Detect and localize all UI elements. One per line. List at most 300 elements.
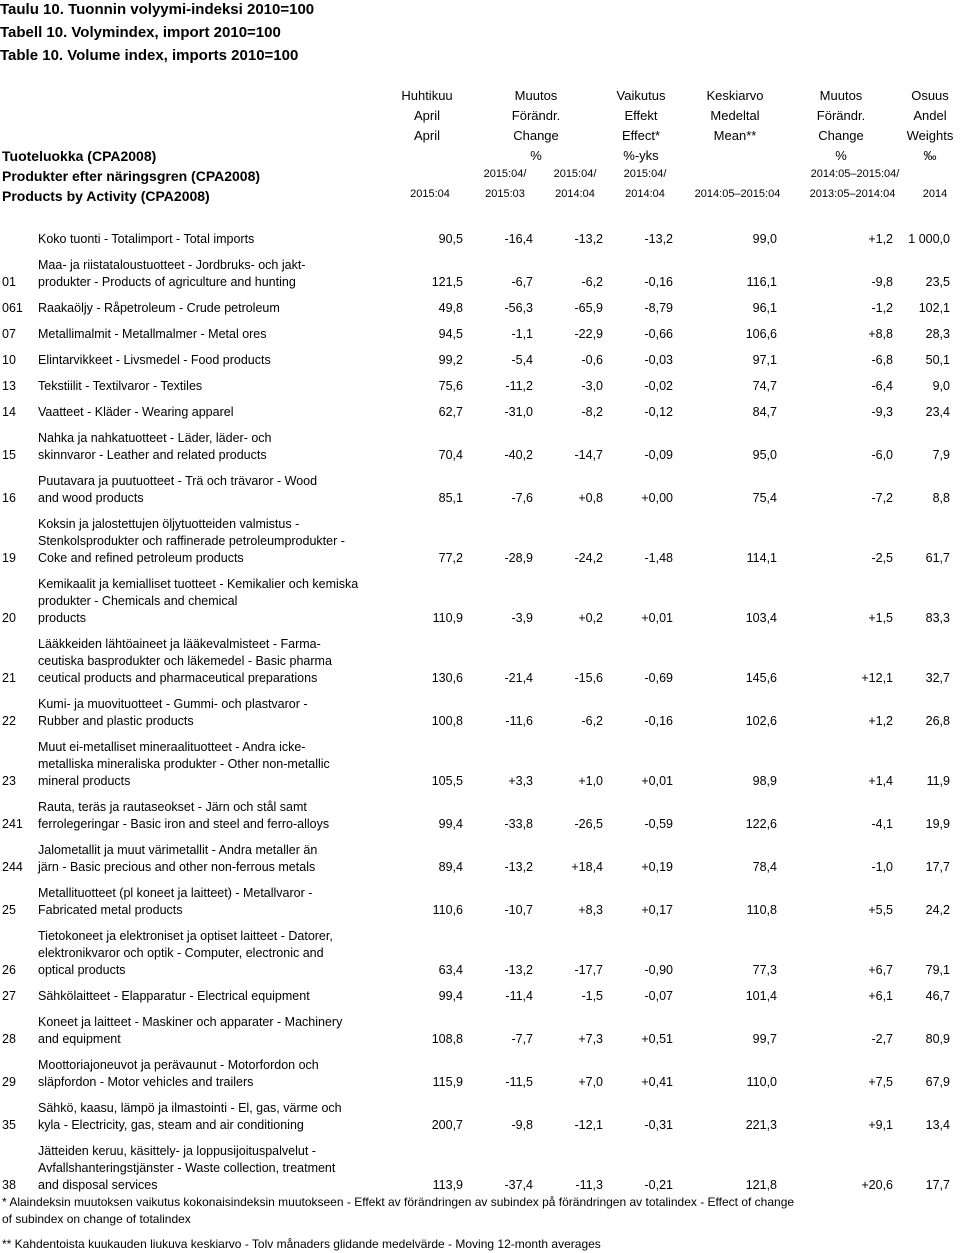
row-description bbox=[38, 885, 418, 919]
row-code: 16 bbox=[2, 491, 16, 505]
row-value: +0,19 bbox=[641, 860, 673, 874]
header-cell: Förändr. bbox=[511, 108, 561, 123]
row-value: -7,7 bbox=[511, 1032, 533, 1046]
row-description-line: Lääkkeiden lähtöaineet ja lääkevalmisteet - Farma- bbox=[38, 637, 321, 651]
row-description-line: Elintarvikkeet - Livsmedel - Food products bbox=[38, 353, 271, 367]
header-cell: 2014:04 bbox=[555, 188, 595, 200]
row-value: 106,6 bbox=[745, 327, 777, 341]
header-cell: % bbox=[835, 148, 847, 163]
row-value: 99,4 bbox=[438, 989, 463, 1003]
header-cell: Andel bbox=[913, 108, 947, 123]
row-value: 70,4 bbox=[438, 448, 463, 462]
row-value: -6,7 bbox=[511, 275, 533, 289]
table-titles bbox=[0, 0, 314, 69]
row-value: -13,2 bbox=[504, 963, 533, 977]
row-value: 17,7 bbox=[925, 860, 950, 874]
row-value: -6,2 bbox=[581, 714, 603, 728]
row-value: 84,7 bbox=[752, 405, 777, 419]
row-value: -3,0 bbox=[581, 379, 603, 393]
footnote-1: * Alaindeksin muutoksen vaikutus kokonaisindeksin muutokseen - Effekt av förändringen av subindex på förändringen av totalindex - Effect of change bbox=[2, 1195, 795, 1209]
row-code: 27 bbox=[2, 989, 16, 1003]
header-cell: 2015:04 bbox=[410, 188, 450, 200]
row-value: 110,6 bbox=[432, 903, 463, 917]
table-row bbox=[0, 1048, 960, 1091]
row-description-line: produkter - Products of agriculture and hunting bbox=[38, 275, 296, 289]
row-value: -2,5 bbox=[871, 551, 893, 565]
row-value: -33,8 bbox=[504, 817, 533, 831]
row-value: 114,1 bbox=[746, 551, 777, 565]
row-description-line: Avfallshanteringstjänster - Waste collection, treatment bbox=[38, 1161, 336, 1175]
table-header bbox=[0, 88, 960, 208]
row-value: 116,1 bbox=[746, 275, 777, 289]
header-cell: 2015:04/ bbox=[483, 168, 527, 180]
header-cell: 2014:05–2015:04 bbox=[694, 188, 781, 200]
row-value: -13,2 bbox=[504, 860, 533, 874]
table-row bbox=[0, 1134, 960, 1194]
row-description-line: Nahka ja nahkatuotteet - Läder, läder- och bbox=[38, 431, 272, 445]
row-value: +0,01 bbox=[641, 774, 673, 788]
row-value: -1,0 bbox=[871, 860, 893, 874]
row-code: 01 bbox=[2, 275, 16, 289]
row-value: 23,5 bbox=[925, 275, 950, 289]
header-title-en: Products by Activity (CPA2008) bbox=[2, 188, 210, 204]
row-value: +0,51 bbox=[641, 1032, 673, 1046]
table-row bbox=[0, 248, 960, 291]
row-value: -65,9 bbox=[574, 301, 603, 315]
row-description-line: Kemikaalit ja kemialliset tuotteet - Kemikalier och kemiska bbox=[38, 577, 359, 591]
row-description-line: optical products bbox=[38, 963, 126, 977]
row-description bbox=[38, 696, 418, 730]
row-value: 8,8 bbox=[932, 491, 950, 505]
row-value: -7,6 bbox=[511, 491, 533, 505]
row-value: 13,4 bbox=[925, 1118, 950, 1132]
title-fi: Taulu 10. Tuonnin volyymi-indeksi 2010=100 bbox=[0, 1, 315, 18]
row-description bbox=[38, 326, 418, 343]
row-value: -6,0 bbox=[871, 448, 893, 462]
header-cell: 2015:04/ bbox=[623, 168, 667, 180]
row-description-line: Tietokoneet ja elektroniset ja optiset laitteet - Datorer, bbox=[38, 929, 333, 943]
row-code: 10 bbox=[2, 353, 16, 367]
row-value: +8,3 bbox=[578, 903, 603, 917]
row-description-line: Kumi- ja muovituotteet - Gummi- och plastvaror - bbox=[38, 697, 308, 711]
row-value: -1,1 bbox=[511, 327, 533, 341]
row-value: +0,00 bbox=[641, 491, 673, 505]
header-cell: April bbox=[413, 108, 440, 123]
row-value: 77,2 bbox=[438, 551, 463, 565]
row-description-line: ferrolegeringar - Basic iron and steel and ferro-alloys bbox=[38, 817, 330, 831]
row-value: +0,41 bbox=[641, 1075, 673, 1089]
row-value: 89,4 bbox=[438, 860, 463, 874]
row-value: 200,7 bbox=[431, 1118, 463, 1132]
header-cell: %-yks bbox=[623, 148, 659, 163]
row-value: 110,0 bbox=[746, 1075, 777, 1089]
header-row-fi bbox=[0, 88, 960, 108]
row-value: +9,1 bbox=[868, 1118, 893, 1132]
row-description bbox=[38, 300, 418, 317]
row-value: 62,7 bbox=[438, 405, 463, 419]
row-description-line: metalliska mineraliska produkter - Other non-metallic bbox=[38, 757, 330, 771]
row-description-line: Tekstiilit - Textilvaror - Textiles bbox=[38, 379, 203, 393]
row-value: -28,9 bbox=[504, 551, 533, 565]
row-description bbox=[38, 516, 418, 567]
row-description-line: elektronikvaror och optik - Computer, electronic and bbox=[38, 946, 324, 960]
table-row bbox=[0, 222, 960, 248]
row-value: -0,12 bbox=[644, 405, 673, 419]
table-row bbox=[0, 919, 960, 979]
table-row bbox=[0, 291, 960, 317]
row-value: +7,0 bbox=[578, 1075, 603, 1089]
table-row bbox=[0, 567, 960, 627]
header-cell: Change bbox=[513, 128, 559, 143]
row-value: +5,5 bbox=[868, 903, 893, 917]
row-description-line: Sähkölaitteet - Elapparatur - Electrical equipment bbox=[38, 989, 310, 1003]
header-cell: 2014 bbox=[922, 188, 948, 200]
row-description bbox=[38, 1014, 418, 1048]
header-cell: Change bbox=[818, 128, 864, 143]
row-description bbox=[38, 739, 418, 790]
row-value: +0,01 bbox=[641, 611, 673, 625]
row-description-line: Puutavara ja puutuotteet - Trä och trävaror - Wood bbox=[38, 474, 318, 488]
row-value: 98,9 bbox=[752, 774, 777, 788]
row-value: +8,8 bbox=[868, 327, 893, 341]
row-value: +12,1 bbox=[861, 671, 893, 685]
row-value: 24,2 bbox=[925, 903, 950, 917]
row-value: 110,9 bbox=[432, 611, 463, 625]
table-row bbox=[0, 369, 960, 395]
row-value: 145,6 bbox=[745, 671, 777, 685]
table-row bbox=[0, 687, 960, 730]
row-value: -16,4 bbox=[504, 232, 533, 246]
row-description-line: Jalometallit ja muut värimetallit - Andra metaller än bbox=[38, 843, 318, 857]
row-value: 75,6 bbox=[438, 379, 463, 393]
row-description-line: Koksin ja jalostettujen öljytuotteiden valmistus - bbox=[38, 517, 300, 531]
row-value: +0,8 bbox=[578, 491, 603, 505]
row-value: +18,4 bbox=[571, 860, 603, 874]
row-description-line: järn - Basic precious and other non-ferrous metals bbox=[38, 860, 316, 874]
row-value: -1,2 bbox=[871, 301, 893, 315]
row-value: -8,2 bbox=[581, 405, 603, 419]
row-value: 9,0 bbox=[932, 379, 950, 393]
row-value: +1,0 bbox=[578, 774, 603, 788]
row-value: 80,9 bbox=[925, 1032, 950, 1046]
row-value: +1,5 bbox=[868, 611, 893, 625]
row-value: -0,31 bbox=[644, 1118, 673, 1132]
header-title-fi: Tuoteluokka (CPA2008) bbox=[2, 148, 157, 164]
row-value: 77,3 bbox=[752, 963, 777, 977]
row-value: -9,3 bbox=[871, 405, 893, 419]
row-value: 95,0 bbox=[752, 448, 777, 462]
table-row bbox=[0, 833, 960, 876]
header-cell: April bbox=[413, 128, 440, 143]
row-value: +1,2 bbox=[868, 232, 893, 246]
row-description-line: Sähkö, kaasu, lämpö ja ilmastointi - El, gas, värme och bbox=[38, 1101, 342, 1115]
row-description-line: ceutical products and pharmaceutical preparations bbox=[38, 671, 318, 685]
row-value: -8,79 bbox=[644, 301, 673, 315]
row-value: 17,7 bbox=[925, 1178, 950, 1192]
row-value: 97,1 bbox=[752, 353, 777, 367]
row-value: -56,3 bbox=[504, 301, 533, 315]
row-value: -21,4 bbox=[504, 671, 533, 685]
table-row bbox=[0, 464, 960, 507]
row-value: 90,5 bbox=[438, 232, 463, 246]
row-description-line: ceutiska basprodukter och läkemedel - Basic pharma bbox=[38, 654, 332, 668]
row-description bbox=[38, 1057, 418, 1091]
row-value: -1,48 bbox=[644, 551, 673, 565]
row-value: -0,03 bbox=[644, 353, 673, 367]
row-value: -26,5 bbox=[574, 817, 603, 831]
row-description bbox=[38, 799, 418, 833]
row-value: -24,2 bbox=[574, 551, 603, 565]
row-value: +7,5 bbox=[868, 1075, 893, 1089]
row-description bbox=[38, 988, 418, 1005]
row-value: 74,7 bbox=[752, 379, 777, 393]
row-description-line: skinnvaror - Leather and related products bbox=[38, 448, 267, 462]
row-code: 07 bbox=[2, 327, 16, 341]
row-description-line: kyla - Electricity, gas, steam and air conditioning bbox=[38, 1118, 304, 1132]
table-row bbox=[0, 507, 960, 567]
row-value: 46,7 bbox=[925, 989, 950, 1003]
row-value: 99,0 bbox=[752, 232, 777, 246]
row-description-line: släpfordon - Motor vehicles and trailers bbox=[38, 1075, 254, 1089]
row-value: -10,7 bbox=[504, 903, 533, 917]
row-value: 110,8 bbox=[746, 903, 777, 917]
row-value: -11,4 bbox=[505, 989, 533, 1003]
header-cell: Muutos bbox=[514, 88, 558, 103]
row-value: 103,4 bbox=[745, 611, 777, 625]
row-value: -11,3 bbox=[575, 1178, 603, 1192]
row-value: 67,9 bbox=[925, 1075, 950, 1089]
header-row-units bbox=[0, 148, 960, 168]
row-code: 28 bbox=[2, 1032, 16, 1046]
header-cell: Huhtikuu bbox=[401, 88, 453, 103]
row-value: 19,9 bbox=[925, 817, 950, 831]
row-value: -6,8 bbox=[871, 353, 893, 367]
header-cell: Keskiarvo bbox=[706, 88, 764, 103]
row-code: 23 bbox=[2, 774, 16, 788]
row-value: -1,5 bbox=[581, 989, 603, 1003]
row-description-line: Muut ei-metalliset mineraalituotteet - Andra icke- bbox=[38, 740, 306, 754]
row-description bbox=[38, 430, 418, 464]
row-value: -0,16 bbox=[644, 275, 673, 289]
header-cell: Förändr. bbox=[816, 108, 866, 123]
row-value: +20,6 bbox=[861, 1178, 893, 1192]
row-value: -31,0 bbox=[504, 405, 533, 419]
row-value: +3,3 bbox=[508, 774, 533, 788]
row-description bbox=[38, 842, 418, 876]
row-value: -0,07 bbox=[644, 989, 673, 1003]
row-description bbox=[38, 378, 418, 395]
row-value: 121,8 bbox=[745, 1178, 777, 1192]
header-cell: Muutos bbox=[819, 88, 863, 103]
table-row bbox=[0, 790, 960, 833]
row-description bbox=[38, 576, 418, 627]
row-description bbox=[38, 231, 418, 248]
header-cell: Effekt bbox=[624, 108, 658, 123]
table-row bbox=[0, 1091, 960, 1134]
row-value: 79,1 bbox=[925, 963, 950, 977]
row-description-line: Maa- ja riistataloustuotteet - Jordbruks- och jakt- bbox=[38, 258, 306, 272]
row-value: +7,3 bbox=[578, 1032, 603, 1046]
row-description-line: Metallimalmit - Metallmalmer - Metal ores bbox=[38, 327, 267, 341]
row-value: 11,9 bbox=[926, 774, 950, 788]
row-description-line: and disposal services bbox=[38, 1178, 158, 1192]
row-value: -12,1 bbox=[574, 1118, 603, 1132]
row-value: -0,6 bbox=[581, 353, 603, 367]
row-value: 221,3 bbox=[745, 1118, 777, 1132]
row-value: 122,6 bbox=[745, 817, 777, 831]
row-code: 35 bbox=[2, 1118, 16, 1132]
row-code: 241 bbox=[2, 817, 23, 831]
header-row-periods-a bbox=[0, 168, 960, 188]
row-value: -6,4 bbox=[871, 379, 893, 393]
row-value: 7,9 bbox=[932, 448, 950, 462]
row-code: 244 bbox=[2, 860, 23, 874]
row-value: 61,7 bbox=[925, 551, 950, 565]
row-description-line: produkter - Chemicals and chemical bbox=[38, 594, 238, 608]
row-value: 102,1 bbox=[918, 301, 950, 315]
row-description-line: Vaatteet - Kläder - Wearing apparel bbox=[38, 405, 234, 419]
row-code: 15 bbox=[2, 448, 16, 462]
row-value: -13,2 bbox=[644, 232, 673, 246]
row-value: 94,5 bbox=[438, 327, 463, 341]
row-value: -11,2 bbox=[505, 379, 533, 393]
row-value: 83,3 bbox=[925, 611, 950, 625]
row-value: 63,4 bbox=[438, 963, 463, 977]
row-description-line: Stenkolsprodukter och raffinerade petroleumprodukter - bbox=[38, 534, 345, 548]
row-description bbox=[38, 928, 418, 979]
row-value: +1,2 bbox=[868, 714, 893, 728]
row-description-line: Rubber and plastic products bbox=[38, 714, 194, 728]
table-row bbox=[0, 730, 960, 790]
row-value: 78,4 bbox=[752, 860, 777, 874]
header-row-periods-b bbox=[0, 188, 960, 208]
row-value: -11,5 bbox=[505, 1075, 533, 1089]
row-value: 1 000,0 bbox=[908, 232, 950, 246]
row-value: -17,7 bbox=[574, 963, 603, 977]
row-value: -0,59 bbox=[644, 817, 673, 831]
row-value: +0,2 bbox=[578, 611, 603, 625]
header-title-sv: Produkter efter näringsgren (CPA2008) bbox=[2, 168, 261, 184]
row-value: +0,17 bbox=[641, 903, 673, 917]
row-value: 115,9 bbox=[432, 1075, 463, 1089]
row-value: 102,6 bbox=[745, 714, 777, 728]
row-value: 99,4 bbox=[438, 817, 463, 831]
row-code: 19 bbox=[2, 551, 16, 565]
row-code: 22 bbox=[2, 714, 16, 728]
row-description bbox=[38, 404, 418, 421]
row-value: -5,4 bbox=[511, 353, 533, 367]
row-description bbox=[38, 352, 418, 369]
row-value: 105,5 bbox=[431, 774, 463, 788]
table-row bbox=[0, 1005, 960, 1048]
row-description-line: Metallituotteet (pl koneet ja laitteet) - Metallvaror - bbox=[38, 886, 313, 900]
row-value: -0,16 bbox=[644, 714, 673, 728]
data-table-body bbox=[0, 222, 960, 1194]
header-cell: 2014:04 bbox=[625, 188, 665, 200]
row-value: 23,4 bbox=[925, 405, 950, 419]
row-description-line: Moottoriajoneuvot ja perävaunut - Motorfordon och bbox=[38, 1058, 319, 1072]
row-description-line: Coke and refined petroleum products bbox=[38, 551, 244, 565]
row-value: 100,8 bbox=[431, 714, 463, 728]
row-value: -14,7 bbox=[574, 448, 603, 462]
row-code: 21 bbox=[2, 671, 16, 685]
row-description-line: products bbox=[38, 611, 86, 625]
row-value: -0,02 bbox=[644, 379, 673, 393]
row-value: -0,21 bbox=[644, 1178, 673, 1192]
header-cell: Effect* bbox=[621, 128, 661, 143]
row-value: 50,1 bbox=[925, 353, 950, 367]
header-cell: 2015:03 bbox=[485, 188, 525, 200]
row-value: 121,5 bbox=[431, 275, 463, 289]
table-row bbox=[0, 317, 960, 343]
row-description-line: Fabricated metal products bbox=[38, 903, 183, 917]
row-value: 99,2 bbox=[438, 353, 463, 367]
row-value: -15,6 bbox=[574, 671, 603, 685]
table-row bbox=[0, 343, 960, 369]
row-value: 108,8 bbox=[431, 1032, 463, 1046]
header-cell: Vaikutus bbox=[616, 88, 666, 103]
row-description-line: Koneet ja laitteet - Maskiner och apparater - Machinery bbox=[38, 1015, 343, 1029]
row-description-line: Jätteiden keruu, käsittely- ja loppusijoituspalvelut - bbox=[38, 1144, 316, 1158]
row-value: -0,66 bbox=[644, 327, 673, 341]
row-value: 113,9 bbox=[432, 1178, 463, 1192]
header-cell: ‰ bbox=[923, 148, 937, 163]
row-code: 25 bbox=[2, 903, 16, 917]
row-value: -22,9 bbox=[574, 327, 603, 341]
row-value: -40,2 bbox=[504, 448, 533, 462]
row-value: -13,2 bbox=[574, 232, 603, 246]
row-description-line: Rauta, teräs ja rautaseokset - Järn och stål samt bbox=[38, 800, 307, 814]
row-value: 75,4 bbox=[752, 491, 777, 505]
row-code: 061 bbox=[2, 301, 23, 315]
header-cell: Weights bbox=[906, 128, 954, 143]
row-value: -11,6 bbox=[505, 714, 533, 728]
row-description-line: Raakaöljy - Råpetroleum - Crude petroleum bbox=[38, 301, 280, 315]
table-row bbox=[0, 876, 960, 919]
header-row-sv bbox=[0, 108, 960, 128]
row-value: -0,90 bbox=[644, 963, 673, 977]
row-value: 101,4 bbox=[745, 989, 777, 1003]
row-value: 96,1 bbox=[752, 301, 777, 315]
header-cell: % bbox=[530, 148, 542, 163]
row-value: -7,2 bbox=[871, 491, 893, 505]
row-value: -2,7 bbox=[871, 1032, 893, 1046]
row-code: 26 bbox=[2, 963, 16, 977]
row-code: 20 bbox=[2, 611, 16, 625]
row-code: 14 bbox=[2, 405, 16, 419]
row-value: +1,4 bbox=[868, 774, 893, 788]
row-value: 32,7 bbox=[925, 671, 950, 685]
table-row bbox=[0, 627, 960, 687]
row-value: -9,8 bbox=[871, 275, 893, 289]
footnote-2: ** Kahdentoista kuukauden liukuva keskiarvo - Tolv månaders glidande medelvärde - Moving 12-month averages bbox=[2, 1237, 601, 1251]
header-cell: 2013:05–2014:04 bbox=[809, 188, 896, 200]
row-value: -37,4 bbox=[504, 1178, 533, 1192]
row-value: 99,7 bbox=[752, 1032, 777, 1046]
row-value: 49,8 bbox=[438, 301, 463, 315]
row-code: 13 bbox=[2, 379, 16, 393]
row-value: -0,09 bbox=[644, 448, 673, 462]
header-cell: Mean** bbox=[713, 128, 757, 143]
row-value: 26,8 bbox=[925, 714, 950, 728]
row-value: -4,1 bbox=[871, 817, 893, 831]
row-description bbox=[38, 1100, 418, 1134]
table-row bbox=[0, 395, 960, 421]
title-sv: Tabell 10. Volymindex, import 2010=100 bbox=[0, 24, 281, 41]
row-code: 38 bbox=[2, 1178, 16, 1192]
row-code: 29 bbox=[2, 1075, 16, 1089]
row-value: 28,3 bbox=[925, 327, 950, 341]
